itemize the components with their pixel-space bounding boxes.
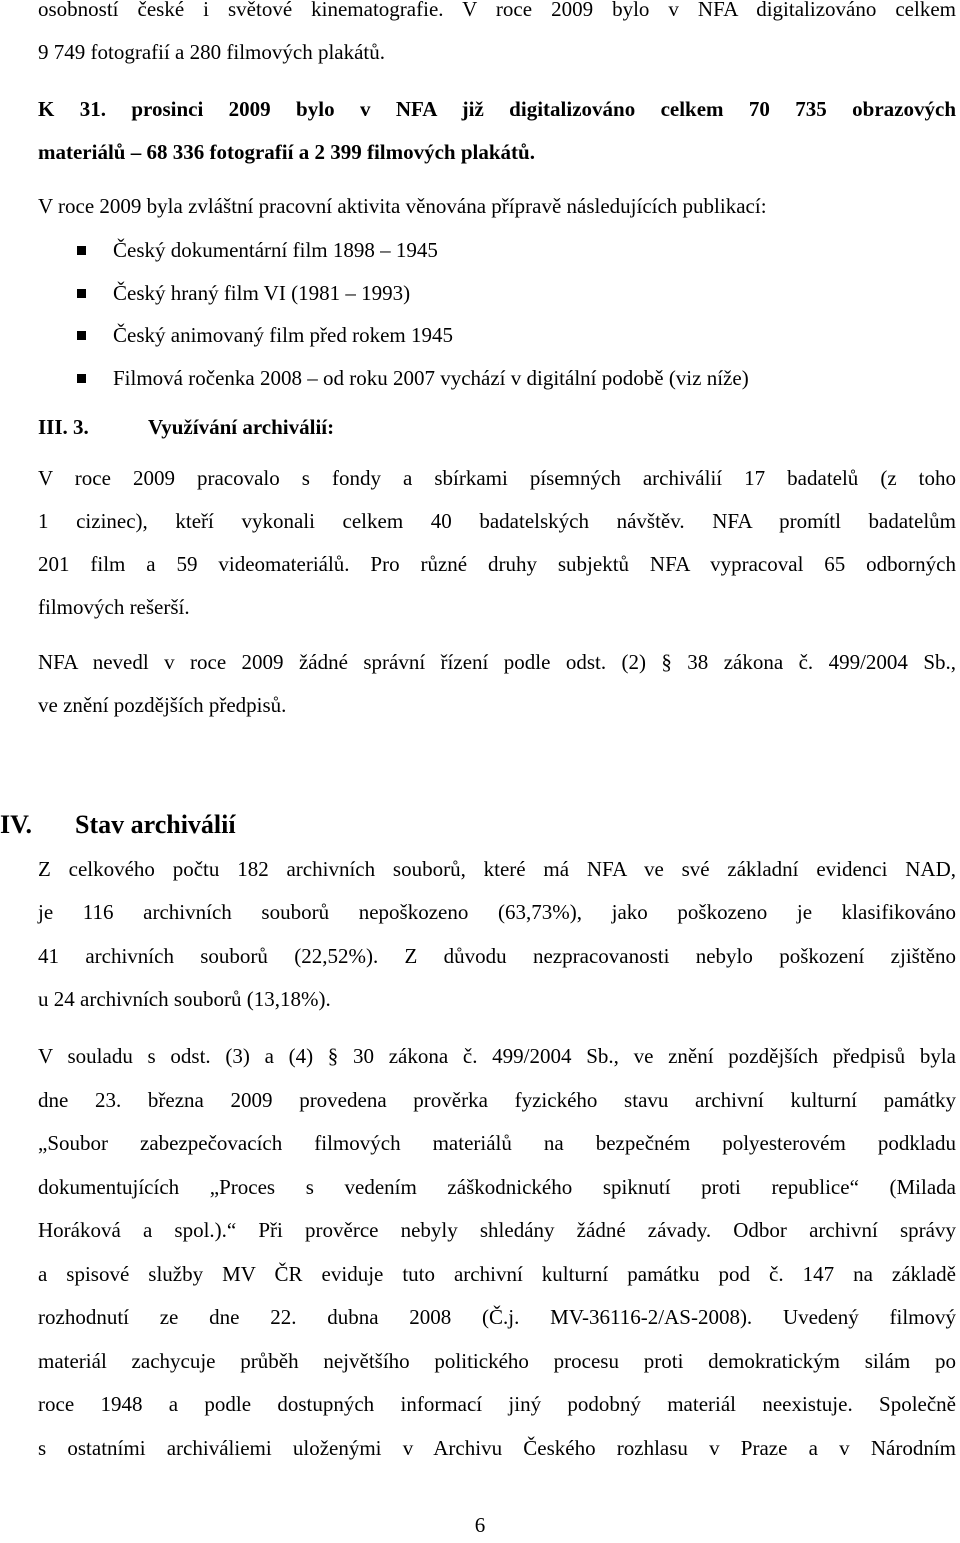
paragraph-digitization-total-line2: materiálů – 68 336 fotografií a 2 399 filmových plakátů. (38, 140, 535, 164)
paragraph-researchers-line3: 201 film a 59 videomateriálů. Pro různé druhy subjektů NFA vypracoval 65 odborných (38, 552, 956, 576)
list-item: Český dokumentární film 1898 – 1945 (38, 229, 749, 272)
paragraph-inspection-line9: roce 1948 a podle dostupných informací jiný podobný materiál neexistuje. Společně (38, 1392, 956, 1416)
section-heading-4 (0, 803, 236, 847)
paragraph-archive-state-line2: je 116 archivních souborů nepoškozeno (63,73%), jako poškozeno je klasifikováno (38, 900, 956, 924)
list-item: Český animovaný film před rokem 1945 (38, 314, 749, 357)
list-item: Filmová ročenka 2008 – od roku 2007 vychází v digitální podobě (viz níže) (38, 357, 749, 400)
paragraph-digitization-line2: 9 749 fotografií a 280 filmových plakátů. (38, 40, 386, 64)
square-bullet-icon (77, 374, 86, 383)
section-number: III. 3. (38, 415, 89, 439)
paragraph-inspection-line4: dokumentujících „Proces s vedením záškodnického spiknutí proti republice“ (Milada (38, 1175, 956, 1199)
paragraph-researchers-line2: 1 cizinec), kteří vykonali celkem 40 badatelských návštěv. NFA promítl badatelům (38, 509, 956, 533)
paragraph-digitization-total-line1: K 31. prosinci 2009 bylo v NFA již digitalizováno celkem 70 735 obrazových (38, 97, 956, 121)
paragraph-inspection-line7: rozhodnutí ze dne 22. dubna 2008 (Č.j. MV-36116-2/AS-2008). Uvedený filmový (38, 1305, 956, 1329)
paragraph-publications-intro: V roce 2009 byla zvláštní pracovní aktivita věnována přípravě následujících publikací: (38, 194, 767, 218)
paragraph-inspection-line10: s ostatními archiváliemi uloženými v Archivu Českého rozhlasu v Praze a v Národním (38, 1436, 956, 1460)
paragraph-admin-proceedings-line2: ve znění pozdějších předpisů. (38, 693, 287, 717)
publication-list (38, 229, 749, 399)
list-item: Český hraný film VI (1981 – 1993) (38, 272, 749, 315)
paragraph-digitization-line1: osobností české i světové kinematografie. V roce 2009 bylo v NFA digitalizováno celkem (38, 0, 956, 21)
paragraph-researchers-line4: filmových rešerší. (38, 595, 190, 619)
paragraph-admin-proceedings-line1: NFA nevedl v roce 2009 žádné správní řízení podle odst. (2) § 38 zákona č. 499/2004 Sb., (38, 650, 956, 674)
section-heading-3 (38, 406, 334, 449)
paragraph-researchers-line1: V roce 2009 pracovalo s fondy a sbírkami písemných archiválií 17 badatelů (z toho (38, 466, 956, 490)
paragraph-archive-state-line4: u 24 archivních souborů (13,18%). (38, 987, 331, 1011)
paragraph-inspection-line3: „Soubor zabezpečovacích filmových materiálů na bezpečném polyesterovém podkladu (38, 1131, 956, 1155)
paragraph-inspection-line6: a spisové služby MV ČR eviduje tuto archivní kulturní památku pod č. 147 na základě (38, 1262, 956, 1286)
section-number: IV. (0, 810, 33, 839)
paragraph-inspection-line1: V souladu s odst. (3) a (4) § 30 zákona č. 499/2004 Sb., ve znění pozdějších předpisů byla (38, 1044, 956, 1068)
square-bullet-icon (77, 331, 86, 340)
section-title: Využívání archiválií: (148, 415, 335, 439)
square-bullet-icon (77, 289, 86, 298)
section-title: Stav archiválií (75, 810, 236, 839)
paragraph-archive-state-line1: Z celkového počtu 182 archivních souborů, které má NFA ve své základní evidenci NAD, (38, 857, 956, 881)
page-number: 6 (474, 1513, 486, 1537)
paragraph-inspection-line5: Horáková a spol.).“ Při prověrce nebyly shledány žádné závady. Odbor archivní správy (38, 1218, 956, 1242)
paragraph-inspection-line2: dne 23. března 2009 provedena prověrka fyzického stavu archivní kulturní památky (38, 1088, 956, 1112)
paragraph-inspection-line8: materiál zachycuje průběh největšího politického procesu proti demokratickým silám po (38, 1349, 956, 1373)
square-bullet-icon (77, 246, 86, 255)
paragraph-archive-state-line3: 41 archivních souborů (22,52%). Z důvodu nezpracovanosti nebylo poškození zjištěno (38, 944, 956, 968)
